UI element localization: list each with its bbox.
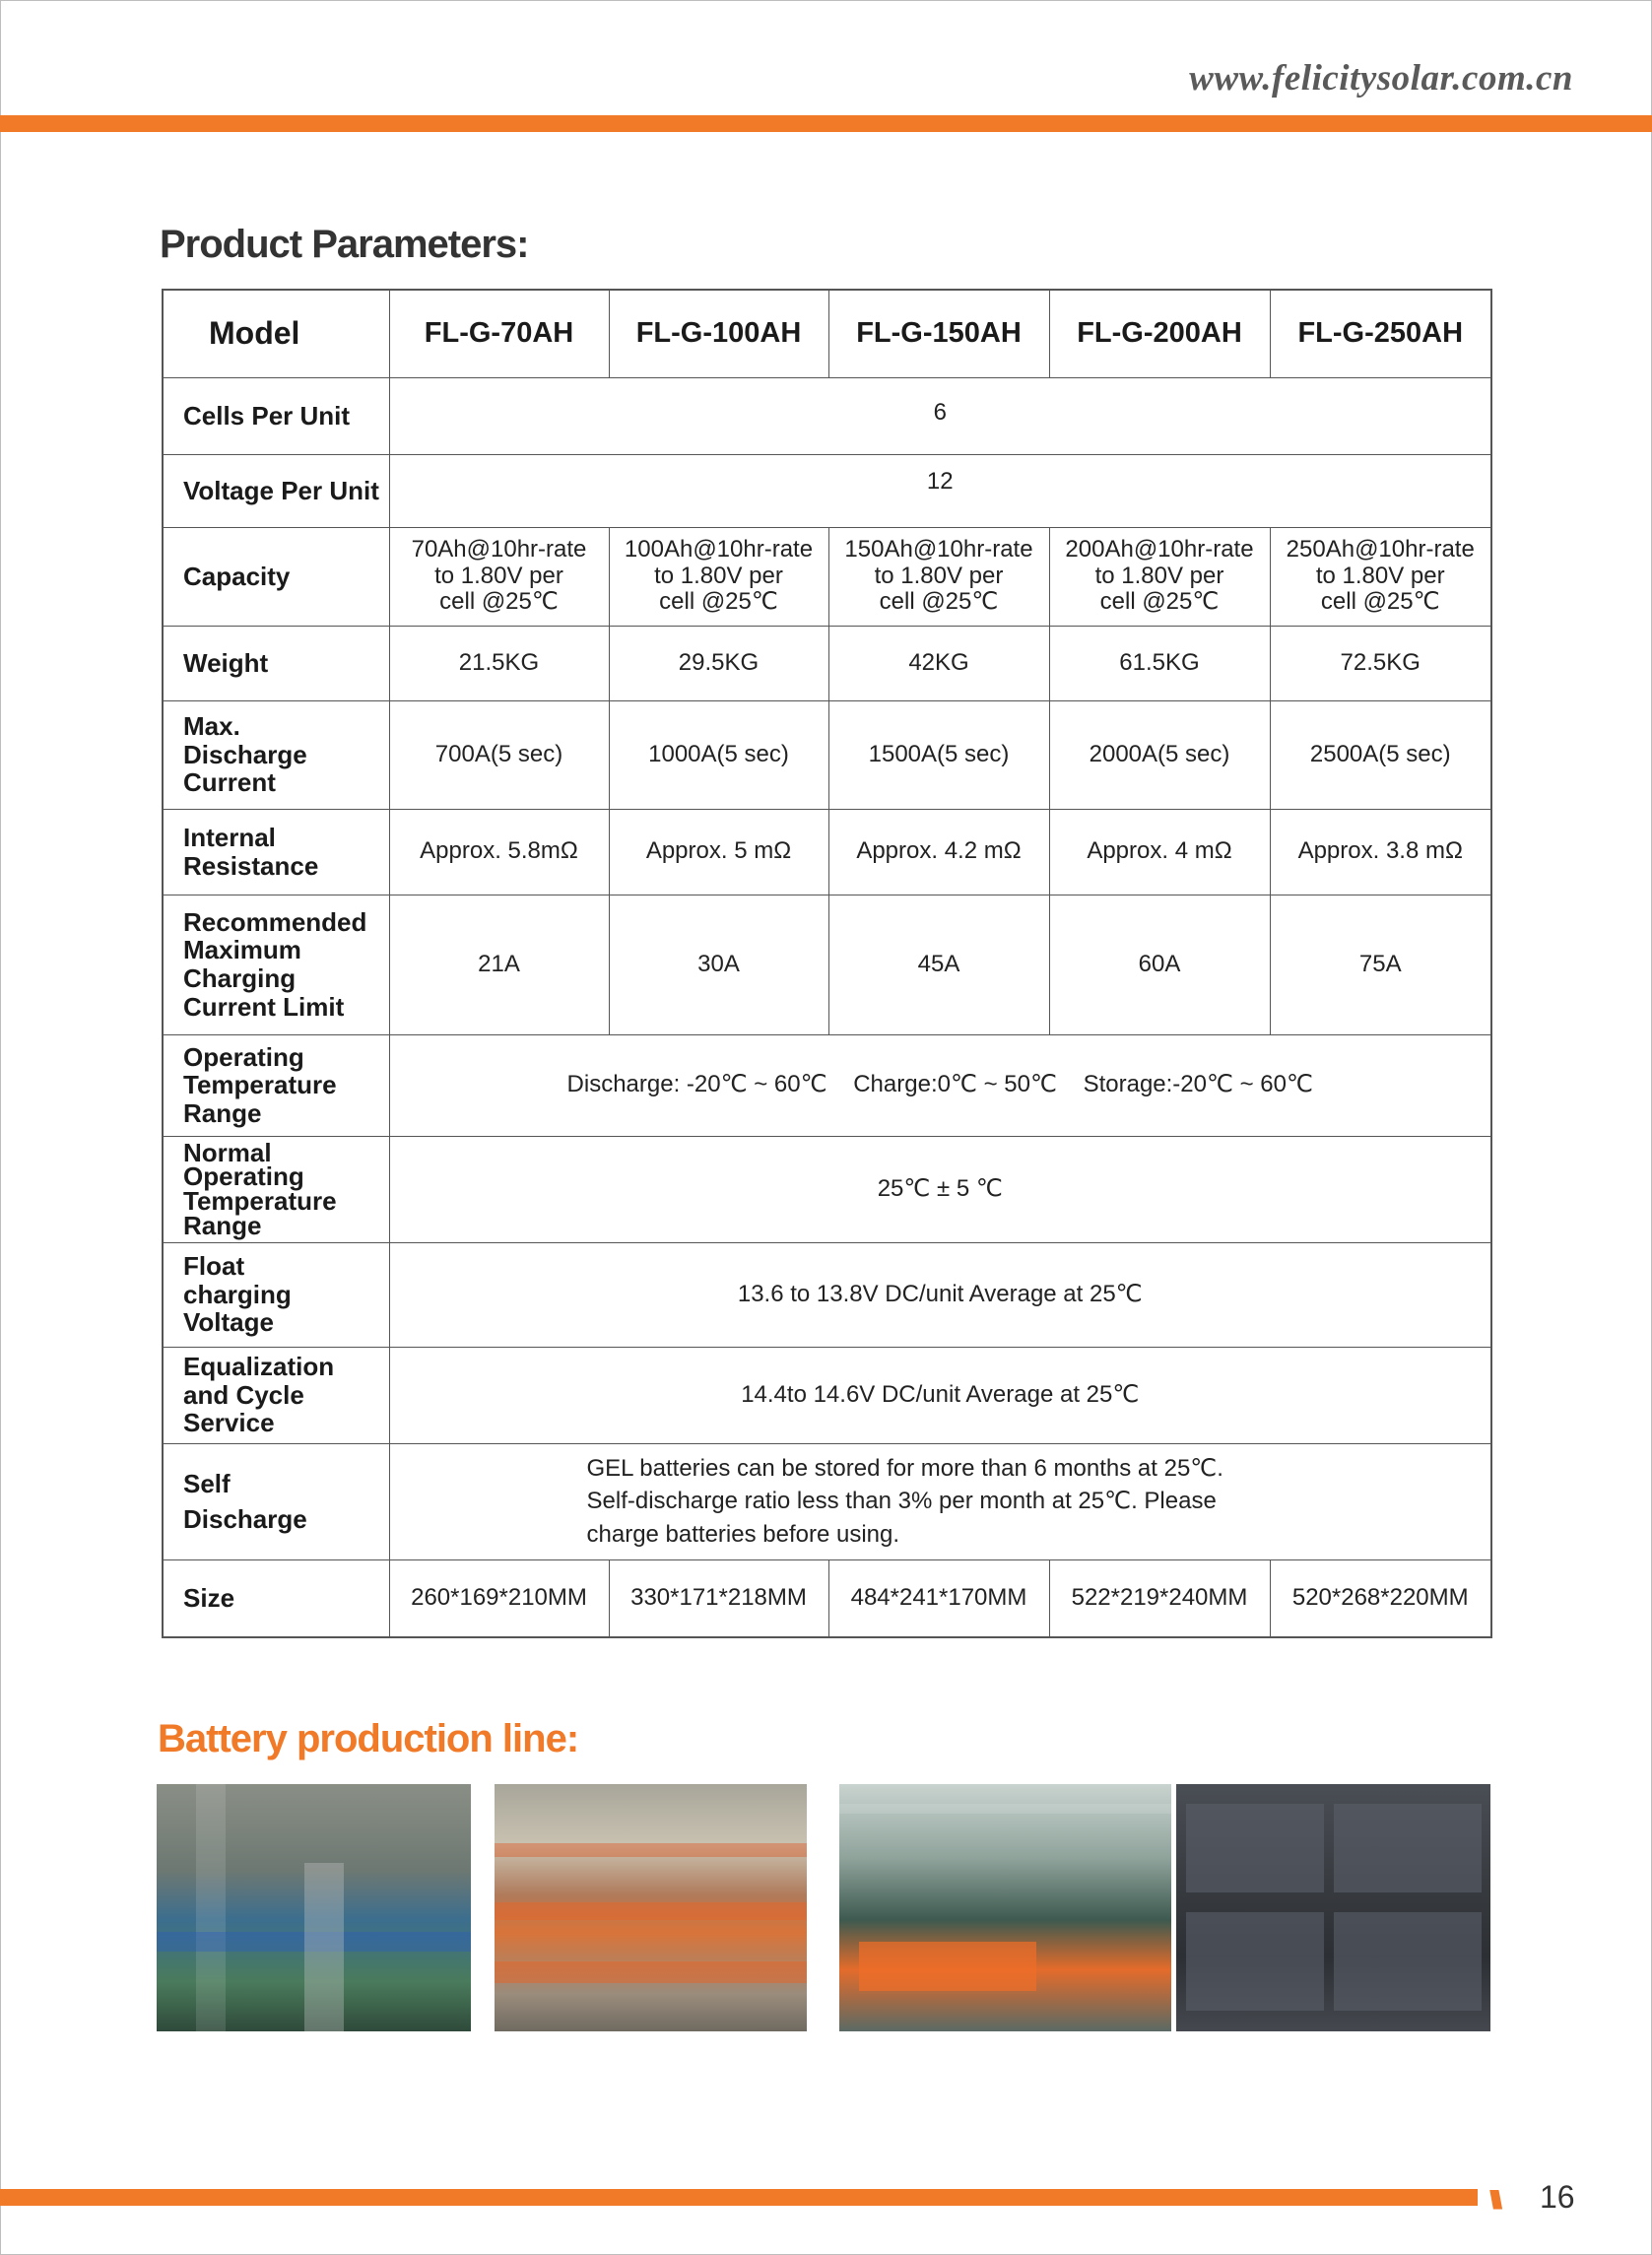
top-accent-bar (0, 115, 1652, 132)
page-number: 16 (1540, 2179, 1575, 2215)
size-value: 520*268*220MM (1270, 1559, 1491, 1637)
capacity-label: Capacity (163, 527, 389, 626)
discharge-label: Max. Discharge Current (163, 700, 389, 809)
factory-workers-photo (157, 1784, 471, 2031)
discharge-value: 700A(5 sec) (389, 700, 609, 809)
model-name: FL-G-150AH (828, 290, 1049, 377)
model-row (163, 290, 1491, 377)
float-voltage-row (163, 1242, 1491, 1347)
chevron-decoration-icon: \\\\\\ (1489, 2185, 1497, 2215)
charging-value: 21A (389, 895, 609, 1034)
charging-label: Recommended Maximum Charging Current Limit (163, 895, 389, 1034)
normal-temperature-value: 25℃ ± 5 ℃ (389, 1136, 1491, 1242)
charging-value: 75A (1270, 895, 1491, 1034)
operating-temperature-row (163, 1034, 1491, 1136)
self-discharge-label: Self Discharge (163, 1443, 389, 1559)
size-label: Size (163, 1559, 389, 1637)
self-discharge-row (163, 1443, 1491, 1559)
production-photo-strip (0, 1784, 1652, 2031)
equalization-label: Equalization and Cycle Service (163, 1347, 389, 1443)
product-parameters-title: Product Parameters: (160, 223, 529, 266)
equalization-row (163, 1347, 1491, 1443)
weight-value: 21.5KG (389, 626, 609, 700)
resistance-value: Approx. 4 mΩ (1049, 809, 1270, 895)
voltage-label: Voltage Per Unit (163, 454, 389, 527)
weight-label: Weight (163, 626, 389, 700)
capacity-value: 100Ah@10hr-rate to 1.80V per cell @25℃ (609, 527, 828, 626)
weight-row (163, 626, 1491, 700)
resistance-value: Approx. 5.8mΩ (389, 809, 609, 895)
normal-temperature-label: Normal Operating Temperature Range (163, 1136, 389, 1242)
resistance-row (163, 809, 1491, 895)
model-label: Model (163, 290, 389, 377)
website-url[interactable]: www.felicitysolar.com.cn (1189, 58, 1573, 99)
assembly-line-photo (495, 1784, 807, 2031)
size-value: 484*241*170MM (828, 1559, 1049, 1637)
discharge-value: 1500A(5 sec) (828, 700, 1049, 809)
product-parameters-table (162, 289, 1492, 1638)
finished-batteries-photo (1176, 1784, 1490, 2031)
capacity-value: 200Ah@10hr-rate to 1.80V per cell @25℃ (1049, 527, 1270, 626)
equalization-value: 14.4to 14.6V DC/unit Average at 25℃ (389, 1347, 1491, 1443)
resistance-label: Internal Resistance (163, 809, 389, 895)
resistance-value: Approx. 4.2 mΩ (828, 809, 1049, 895)
discharge-value: 2000A(5 sec) (1049, 700, 1270, 809)
weight-value: 61.5KG (1049, 626, 1270, 700)
normal-temperature-row (163, 1136, 1491, 1242)
model-name: FL-G-250AH (1270, 290, 1491, 377)
discharge-value: 2500A(5 sec) (1270, 700, 1491, 809)
bottom-accent-bar (0, 2189, 1478, 2206)
capacity-row (163, 527, 1491, 626)
model-name: FL-G-100AH (609, 290, 828, 377)
charging-value: 30A (609, 895, 828, 1034)
voltage-value: 12 (389, 454, 1491, 527)
weight-value: 42KG (828, 626, 1049, 700)
capacity-value: 250Ah@10hr-rate to 1.80V per cell @25℃ (1270, 527, 1491, 626)
resistance-value: Approx. 5 mΩ (609, 809, 828, 895)
voltage-row (163, 454, 1491, 527)
size-value: 522*219*240MM (1049, 1559, 1270, 1637)
discharge-row (163, 700, 1491, 809)
workshop-hall-photo (839, 1784, 1171, 2031)
capacity-value: 150Ah@10hr-rate to 1.80V per cell @25℃ (828, 527, 1049, 626)
float-voltage-value: 13.6 to 13.8V DC/unit Average at 25℃ (389, 1242, 1491, 1347)
operating-temperature-value: Discharge: -20℃ ~ 60℃ Charge:0℃ ~ 50℃ Storage:-20℃ ~ 60℃ (389, 1034, 1491, 1136)
resistance-value: Approx. 3.8 mΩ (1270, 809, 1491, 895)
model-name: FL-G-200AH (1049, 290, 1270, 377)
float-voltage-label: Float charging Voltage (163, 1242, 389, 1347)
cells-label: Cells Per Unit (163, 377, 389, 454)
weight-value: 29.5KG (609, 626, 828, 700)
operating-temperature-label: Operating Temperature Range (163, 1034, 389, 1136)
capacity-value: 70Ah@10hr-rate to 1.80V per cell @25℃ (389, 527, 609, 626)
self-discharge-value: GEL batteries can be stored for more than 6 months at 25℃. Self-discharge ratio less than 3% per month at 25℃. Please charge batteries before using. (389, 1443, 1491, 1559)
discharge-value: 1000A(5 sec) (609, 700, 828, 809)
cells-value: 6 (389, 377, 1491, 454)
charging-value: 60A (1049, 895, 1270, 1034)
size-value: 260*169*210MM (389, 1559, 609, 1637)
charging-row (163, 895, 1491, 1034)
weight-value: 72.5KG (1270, 626, 1491, 700)
production-line-title: Battery production line: (158, 1717, 579, 1760)
size-value: 330*171*218MM (609, 1559, 828, 1637)
model-name: FL-G-70AH (389, 290, 609, 377)
size-row (163, 1559, 1491, 1637)
charging-value: 45A (828, 895, 1049, 1034)
cells-row (163, 377, 1491, 454)
